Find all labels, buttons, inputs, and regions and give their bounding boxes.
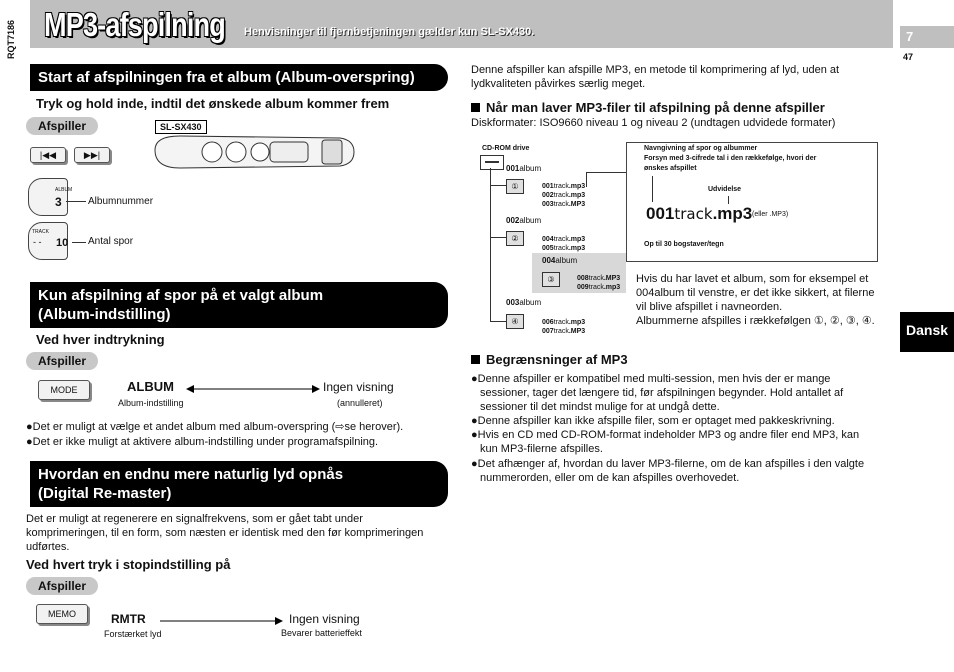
section-album-skip-title: Start af afspilningen fra et album (Album-overspring) [38, 69, 415, 86]
album-mode-double-arrow [185, 383, 321, 395]
section-album-mode-title-line2: (Album-indstilling) [38, 306, 171, 323]
remote-control-illustration [150, 128, 360, 180]
track-001-label: 001track.mp3 [542, 183, 586, 190]
album-note-line-3: vil blive afspillet i navneorden. [636, 301, 783, 313]
remaster-body-2: komprimeringen, til en form, som næsten er identisk med den før komprimeringen [26, 527, 424, 539]
disc-formats: Diskformater: ISO9660 niveau 1 og niveau 2 (undtagen udvidede formater) [471, 117, 836, 129]
remaster-arrow [160, 615, 284, 627]
section-remaster-title-line1: Hvordan en endnu mere naturlig lyd opnås [38, 466, 344, 483]
section-album-skip-header [30, 64, 448, 91]
album-mode-off-sub: (annulleret) [337, 398, 383, 408]
mp3-intro-line-2: lydkvaliteten påvirkes særlig meget. [471, 78, 646, 90]
remaster-off-label: Ingen visning [289, 612, 360, 626]
section-album-mode-title-line1: Kun afspilning af spor på et valgt album [38, 287, 324, 304]
track-009-label: 009track.mp3 [577, 284, 621, 291]
remaster-body-1: Det er muligt at regenerere en signalfrekvens, som er gået tabt under [26, 513, 363, 525]
naming-desc-line-2: ønskes afspillet [644, 165, 697, 172]
cd-rom-drive-label: CD-ROM drive [482, 145, 530, 152]
track-003-label: 003track.MP3 [542, 201, 586, 208]
album-note-line-4: Albummerne afspilles i rækkefølgen ①, ②, ③, ④. [636, 315, 875, 327]
album-mode-off-label: Ingen visning [323, 380, 394, 394]
album-001-label: 001album [506, 164, 542, 173]
track-display-dashes: - - [33, 237, 42, 247]
remaster-off-sub: Bevarer batterieffekt [281, 628, 362, 638]
max-chars-label: Op til 30 bogstaver/tegn [644, 241, 724, 248]
section-remaster-header [30, 461, 448, 507]
track-005-label: 005track.mp3 [542, 245, 586, 252]
naming-example: 001track.mp3 [646, 204, 753, 223]
album-mode-caption: Album-indstilling [118, 398, 184, 408]
player-pill-3: Afspiller [26, 577, 98, 595]
page-sub-number: 47 [903, 52, 914, 62]
album-002-folder-icon: ② [506, 231, 524, 246]
mp3-files-heading: Når man laver MP3-filer til afspilning på denne afspiller [471, 100, 825, 115]
album-display [28, 178, 73, 216]
limitations-heading: Begrænsninger af MP3 [471, 352, 628, 367]
language-label: Dansk [906, 322, 949, 338]
album-001-folder-icon: ① [506, 179, 524, 194]
model-label: SL-SX430 [155, 120, 207, 134]
cd-rom-drive-icon [480, 155, 504, 170]
album-003-folder-icon: ④ [506, 314, 524, 329]
album-display-tag: ALBUM [55, 187, 73, 193]
album-display-value: 3 [55, 195, 62, 209]
album-004-label: 004album [542, 256, 578, 265]
remaster-subhead: Ved hvert tryk i stopindstilling på [26, 557, 231, 572]
album-003-label: 003album [506, 298, 542, 307]
page-title: MP3-afspilning [44, 6, 225, 43]
section-remaster-title-line2: (Digital Re-master) [38, 485, 172, 502]
track-count-label: Antal spor [88, 236, 134, 247]
limit-line-5: ●Hvis en CD med CD-ROM-format indeholder MP3 og andre filer end MP3, kan [471, 429, 860, 441]
limit-line-3: sessioner til det mindst mulige for at undgå dette. [480, 401, 720, 413]
track-display-tag: TRACK [32, 229, 49, 235]
limit-line-7: ●Det afhænger af, hvordan du laver MP3-filerne, om de kan afspilles i den valgte [471, 458, 865, 470]
extension-alt: (eller .MP3) [752, 211, 789, 218]
naming-connector [586, 172, 627, 187]
album-skip-subhead: Tryk og hold inde, indtil det ønskede album kommer frem [36, 96, 390, 111]
track-002-label: 002track.mp3 [542, 192, 586, 199]
album-002-label: 002album [506, 216, 542, 225]
side-code: RQT7186 [6, 20, 16, 60]
limit-line-4: ●Denne afspiller kan ikke afspille filer, som er optaget med pakkeskrivning. [471, 415, 835, 427]
track-008-label: 008track.MP3 [577, 275, 621, 282]
track-display [28, 222, 68, 260]
album-note-line-2: 004album til venstre, er det ikke sikkert, at filerne [636, 287, 875, 299]
naming-desc-line-1: Forsyn med 3-cifrede tal i den rækkefølge, hvori der [644, 155, 817, 162]
naming-title: Navngivning af spor og albummer [644, 145, 758, 152]
track-007-label: 007track.MP3 [542, 328, 586, 335]
album-leader-line [66, 201, 86, 202]
limit-line-8: nummerorden, eller om de kan afspilles overhovedet. [480, 472, 740, 484]
track-display-value: 10 [56, 237, 69, 249]
mp3-intro-line-1: Denne afspiller kan afspille MP3, en metode til komprimering af lyd, uden at [471, 64, 840, 76]
limit-line-1: ●Denne afspiller er kompatibel med multi-session, men hvis der er mange [471, 373, 831, 385]
extension-label: Udvidelse [708, 186, 742, 193]
remaster-body-3: udførtes. [26, 541, 70, 553]
square-bullet-icon-2 [471, 355, 480, 364]
track-006-label: 006track.mp3 [542, 319, 586, 326]
skip-prev-button[interactable]: |◀◀ [30, 147, 66, 163]
rmtr-word: RMTR [111, 612, 146, 626]
page-number: 7 [906, 29, 914, 44]
rmtr-caption: Forstærket lyd [104, 629, 162, 639]
album-mode-bullet-1: ●Det er muligt at vælge et andet album med album-overspring (⇨se herover). [26, 421, 404, 433]
player-pill: Afspiller [26, 117, 98, 135]
album-mode-subhead: Ved hver indtrykning [36, 332, 165, 347]
square-bullet-icon [471, 103, 480, 112]
memo-button[interactable]: MEMO [36, 604, 88, 624]
track-leader-line [72, 242, 86, 243]
skip-next-button[interactable]: ▶▶| [74, 147, 110, 163]
section-album-mode-header [30, 282, 448, 328]
album-mode-bullet-2: ●Det er ikke muligt at aktivere album-indstilling under programafspilning. [26, 436, 379, 448]
album-note-line-1: Hvis du har lavet et album, som for eksempel et [636, 273, 869, 285]
title-note: Henvisninger til fjernbetjeningen gælder kun SL-SX430. [244, 26, 535, 38]
limit-line-2: sessioner, tager det længere tid, før afspilningen begynder. Hold antallet af [480, 387, 844, 399]
track-004-label: 004track.mp3 [542, 236, 586, 243]
album-004-folder-icon: ③ [542, 272, 560, 287]
album-number-label: Albumnummer [88, 196, 154, 207]
mode-button[interactable]: MODE [38, 380, 90, 400]
album-word: ALBUM [127, 379, 174, 394]
tree-trunk-line [490, 168, 491, 322]
player-pill-2: Afspiller [26, 352, 98, 370]
limit-line-6: kun MP3-filerne afspilles. [480, 443, 603, 455]
